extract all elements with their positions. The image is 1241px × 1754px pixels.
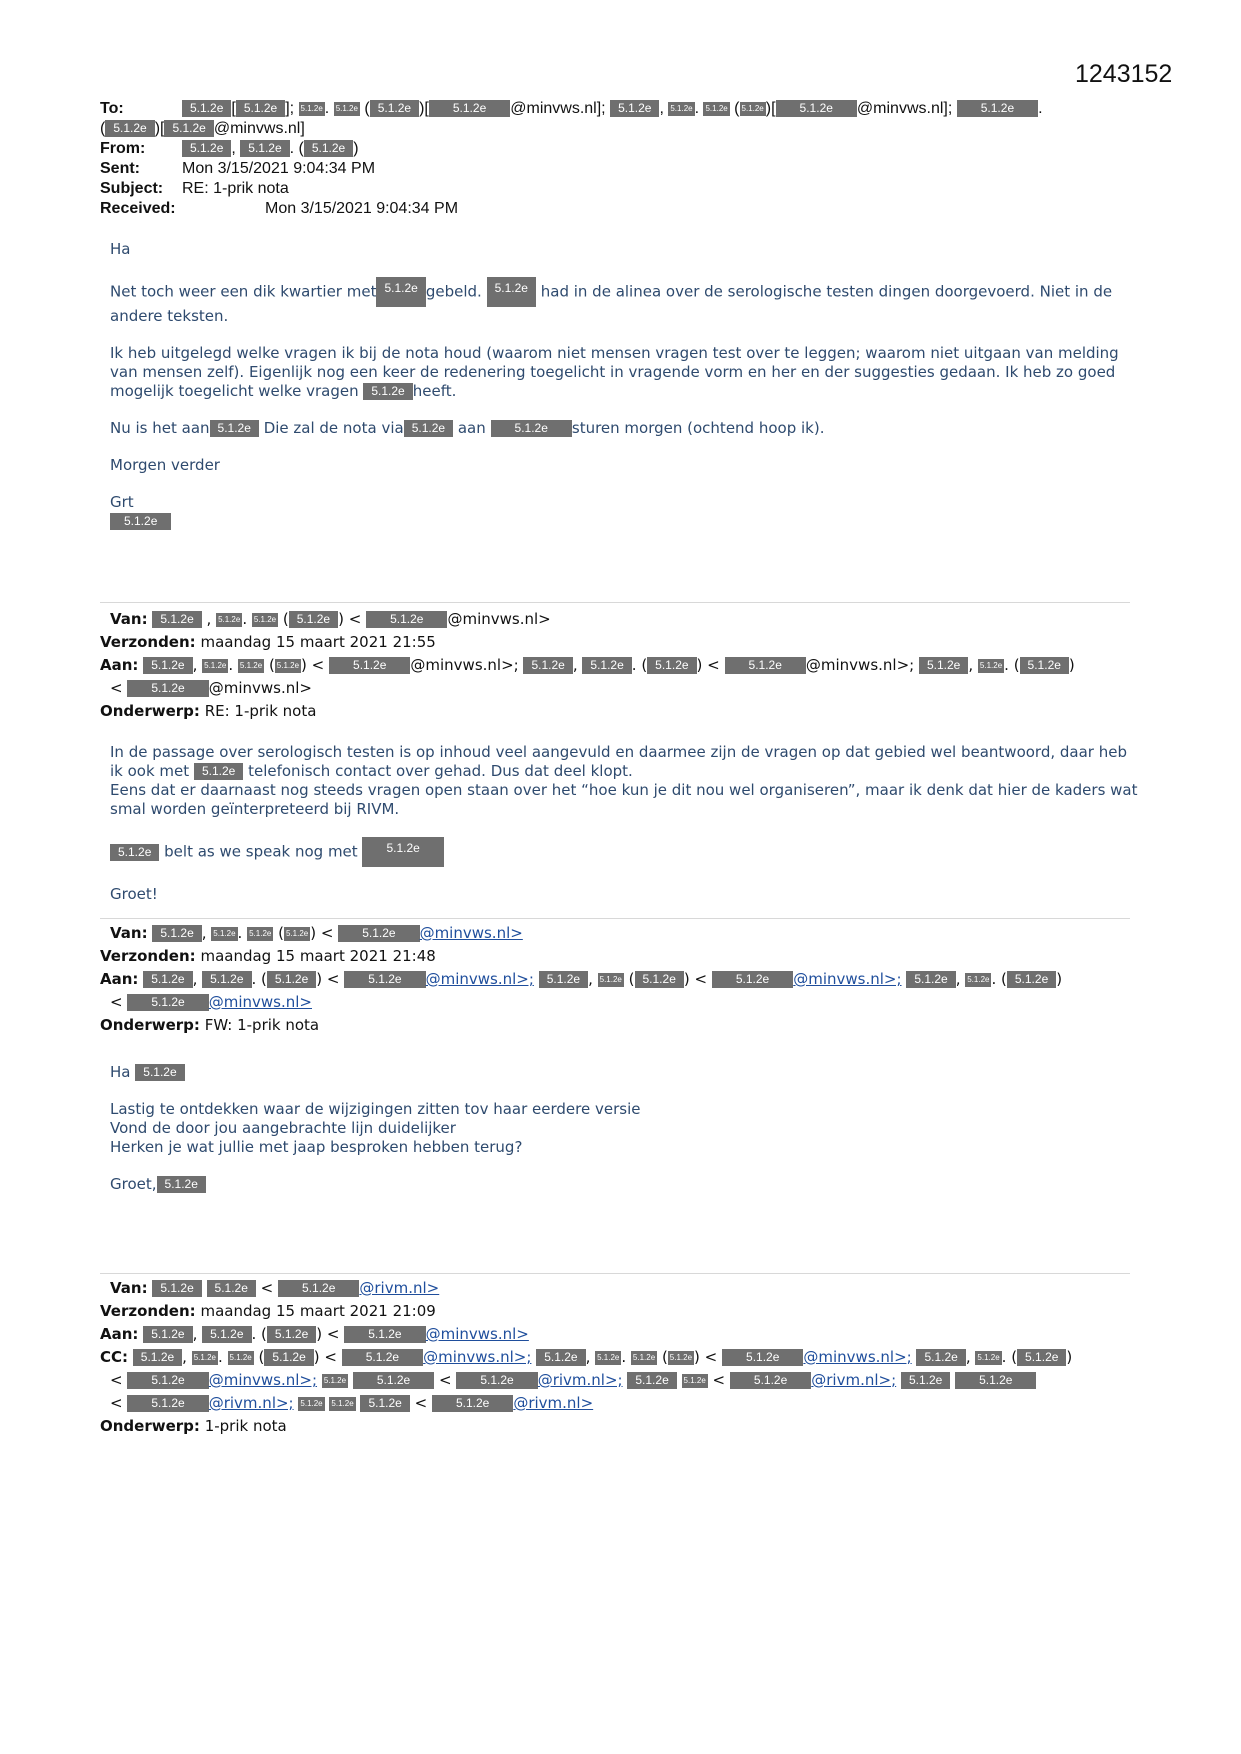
redaction: 5.1.2e xyxy=(916,1349,965,1366)
redaction: 5.1.2e xyxy=(267,971,316,988)
email-link[interactable]: @minvws.nl> xyxy=(425,1325,529,1343)
email-link[interactable]: @minvws.nl> xyxy=(208,993,312,1011)
redaction: 5.1.2e xyxy=(202,1326,251,1343)
redaction: 5.1.2e xyxy=(955,1372,1036,1389)
minvws-domain: @minvws.nl] xyxy=(213,120,305,137)
redaction: 5.1.2e xyxy=(182,100,231,117)
separator xyxy=(100,1273,1130,1274)
email-link[interactable]: @minvws.nl>; xyxy=(803,1348,912,1366)
received-label: Received: xyxy=(100,200,176,217)
redaction: 5.1.2e xyxy=(135,1064,184,1081)
redaction: 5.1.2e xyxy=(487,277,536,307)
sent-label: Sent: xyxy=(100,160,140,177)
redaction: 5.1.2e xyxy=(376,277,425,307)
redaction: 5.1.2e xyxy=(247,927,273,941)
message-3-header: Van: 5.1.2e , 5.1.2e . 5.1.2e ( 5.1.2e ) < 5.1.2e @minvws.nl> Verzonden: maandag 15 maart 2021 21:48 Aan: 5.1.2e , 5.1.2e . ( 5.1.2e ) < 5.1.2e @minvws.nl>; 5.1.2e , 5.1.2e ( 5.1.2e ) < 5.1.2e @minvws.nl>; 5.1.2e , 5.1.2e . ( 5.1.2e ) < 5.1.2e @minvws.nl> Onderwerp: FW: 1-prik nota xyxy=(100,924,1063,1034)
redaction: 5.1.2e xyxy=(366,611,447,628)
paragraph: In de passage over serologisch testen is op inhoud veel aangevuld en daarmee zijn de vragen op dat gebied wel beantwoord, daar heb ik ook met 5.1.2e telefonisch contact over gehad. Dus dat deel klopt. Eens dat er daarnaast nog steeds vragen open staan over het “hoe kun je dit nou wel organiseren”, maar ik denk dat hier de kaders wat smal worden geïnterpreteerd bij RIVM. xyxy=(110,743,1138,818)
redaction: 5.1.2e xyxy=(1007,971,1056,988)
redaction: 5.1.2e xyxy=(127,1372,208,1389)
subject-line xyxy=(100,179,1150,199)
redaction: 5.1.2e xyxy=(210,420,259,437)
redaction: 5.1.2e xyxy=(539,971,588,988)
signature: Groet, 5.1.2e xyxy=(110,1175,1140,1194)
redaction: 5.1.2e xyxy=(143,657,192,674)
redaction: 5.1.2e xyxy=(216,613,242,627)
to-label: To: xyxy=(100,100,124,117)
redaction: 5.1.2e xyxy=(730,1372,811,1389)
minvws-domain: @minvws.nl]; xyxy=(510,100,606,117)
email-link[interactable]: @minvws.nl>; xyxy=(425,970,534,988)
paragraph: Lastig te ontdekken waar de wijzigingen zitten tov haar eerdere versie Vond de door jou aangebrachte lijn duidelijker Herken je wat jullie met jaap besproken hebben terug? xyxy=(110,1100,641,1156)
redaction: 5.1.2e xyxy=(298,1397,324,1411)
signature: Grt 5.1.2e xyxy=(110,493,1140,531)
greeting: Ha xyxy=(110,240,131,258)
redaction: 5.1.2e xyxy=(975,1351,1001,1365)
minvws-domain: @minvws.nl]; xyxy=(856,100,953,117)
email-link[interactable]: @rivm.nl>; xyxy=(208,1394,294,1412)
redaction: 5.1.2e xyxy=(342,1349,423,1366)
redaction: 5.1.2e xyxy=(105,120,154,137)
redaction: 5.1.2e xyxy=(740,102,766,116)
redaction: 5.1.2e xyxy=(536,1349,585,1366)
message-3-body xyxy=(110,1063,1140,1212)
redaction: 5.1.2e xyxy=(275,659,301,673)
redaction: 5.1.2e xyxy=(299,102,325,116)
redaction: 5.1.2e xyxy=(668,102,694,116)
redaction: 5.1.2e xyxy=(329,1397,355,1411)
redaction: 5.1.2e xyxy=(595,1351,621,1365)
redaction: 5.1.2e xyxy=(238,659,264,673)
redaction: 5.1.2e xyxy=(143,971,192,988)
email-link[interactable]: @rivm.nl> xyxy=(513,1394,594,1412)
redaction: 5.1.2e xyxy=(304,140,353,157)
redaction: 5.1.2e xyxy=(192,1351,218,1365)
subject-label: Subject: xyxy=(100,180,164,197)
redaction: 5.1.2e xyxy=(362,837,443,867)
redaction: 5.1.2e xyxy=(635,971,684,988)
redaction: 5.1.2e xyxy=(329,657,410,674)
message-2-header: Van: 5.1.2e , 5.1.2e . 5.1.2e ( 5.1.2e ) < 5.1.2e @minvws.nl> Verzonden: maandag 15 maart 2021 21:55 Aan: 5.1.2e , 5.1.2e . 5.1.2e ( 5.1.2e ) < 5.1.2e @minvws.nl>; 5.1.2e , 5.1.2e . ( 5.1.2e ) < 5.1.2e @minvws.nl>; 5.1.2e , 5.1.2e . ( 5.1.2e ) < 5.1.2e @minvws.nl> Onderwerp: RE: 1-prik nota xyxy=(100,610,1075,720)
redaction: 5.1.2e xyxy=(334,102,360,116)
redaction: 5.1.2e xyxy=(152,611,201,628)
redaction: 5.1.2e xyxy=(127,680,208,697)
redaction: 5.1.2e xyxy=(240,140,289,157)
received-value: Mon 3/15/2021 9:04:34 PM xyxy=(265,200,459,217)
redaction: 5.1.2e xyxy=(284,927,310,941)
redaction: 5.1.2e xyxy=(194,763,243,780)
redaction: 5.1.2e xyxy=(164,120,213,137)
redaction: 5.1.2e xyxy=(725,657,806,674)
redaction: 5.1.2e xyxy=(344,1326,425,1343)
from-line: From: 5.1.2e , 5.1.2e . ( 5.1.2e ) xyxy=(100,140,359,157)
email-link[interactable]: @rivm.nl> xyxy=(359,1279,440,1297)
redaction: 5.1.2e xyxy=(429,100,510,117)
email-header xyxy=(100,99,1150,219)
document-number: 1243152 xyxy=(1075,60,1173,88)
redaction: 5.1.2e xyxy=(278,1280,359,1297)
redaction: 5.1.2e xyxy=(202,971,251,988)
message-4-header: Van: 5.1.2e 5.1.2e < 5.1.2e @rivm.nl> Verzonden: maandag 15 maart 2021 21:09 Aan: 5.1.2e , 5.1.2e . ( 5.1.2e ) < 5.1.2e @minvws.nl> CC: 5.1.2e , 5.1.2e . 5.1.2e ( 5.1.2e ) < 5.1.2e @minvws.nl>; 5.1.2e , 5.1.2e . 5.1.2e ( 5.1.2e ) < 5.1.2e @minvws.nl>; 5.1.2e , 5.1.2e . ( 5.1.2e ) < 5.1.2e @minvws.nl>; 5.1.2e 5.1.2e < 5.1.2e @rivm.nl>; 5.1.2e 5.1.2e < 5.1.2e @rivm.nl>; 5.1.2e 5.1.2e < 5.1.2e @rivm.nl>; 5.1.2e 5.1.2e 5.1.2e < 5.1.2e @rivm.nl> Onderwerp: 1-prik nota xyxy=(100,1279,1073,1435)
redaction: 5.1.2e xyxy=(523,657,572,674)
redaction: 5.1.2e xyxy=(776,100,857,117)
redaction: 5.1.2e xyxy=(363,383,412,400)
sent-value: Mon 3/15/2021 9:04:34 PM xyxy=(182,160,376,177)
separator xyxy=(100,602,1130,603)
redaction: 5.1.2e xyxy=(456,1372,537,1389)
paragraph: Nu is het aan 5.1.2e Die zal de nota via 5.1.2e aan 5.1.2e sturen morgen (ochtend hoop ik). xyxy=(110,419,825,437)
redaction: 5.1.2e xyxy=(965,973,991,987)
from-label: From: xyxy=(100,140,146,157)
redaction: 5.1.2e xyxy=(627,1372,676,1389)
redaction: 5.1.2e xyxy=(110,844,159,861)
paragraph: Net toch weer een dik kwartier met 5.1.2e gebeld. 5.1.2e had in de alinea over de serologische testen dingen doorgevoerd. Niet in de andere teksten. xyxy=(110,277,1140,326)
message-2-body xyxy=(110,743,1140,922)
redaction: 5.1.2e xyxy=(322,1374,348,1388)
redaction: 5.1.2e xyxy=(289,611,338,628)
sent-line xyxy=(100,159,1150,179)
redaction: 5.1.2e xyxy=(152,925,201,942)
paragraph: Groet! xyxy=(110,885,158,903)
redaction: 5.1.2e xyxy=(957,100,1038,117)
redaction: 5.1.2e xyxy=(370,100,419,117)
redaction: 5.1.2e xyxy=(404,420,453,437)
redaction: 5.1.2e xyxy=(682,1374,708,1388)
to-line: To: 5.1.2e [ 5.1.2e ]; 5.1.2e . 5.1.2e ( 5.1.2e )[ 5.1.2e @minvws.nl]; 5.1.2e , 5.1.2e . 5.1.2e ( 5.1.2e )[ 5.1.2e @minvws.nl]; 5.1.2e . xyxy=(100,100,1043,117)
redaction: 5.1.2e xyxy=(668,1351,694,1365)
subject-value: RE: 1-prik nota xyxy=(182,180,289,197)
redaction: 5.1.2e xyxy=(722,1349,803,1366)
redaction: 5.1.2e xyxy=(353,1372,434,1389)
received-line xyxy=(100,199,1150,219)
redaction: 5.1.2e xyxy=(211,927,237,941)
redaction: 5.1.2e xyxy=(182,140,231,157)
redaction: 5.1.2e xyxy=(207,1280,256,1297)
redaction: 5.1.2e xyxy=(338,925,419,942)
redaction: 5.1.2e xyxy=(236,100,285,117)
redaction: 5.1.2e xyxy=(1017,1349,1066,1366)
email-link[interactable]: @minvws.nl>; xyxy=(423,1348,532,1366)
redaction: 5.1.2e xyxy=(703,102,729,116)
redaction: 5.1.2e xyxy=(432,1395,513,1412)
redaction: 5.1.2e xyxy=(110,513,171,530)
email-link[interactable]: @rivm.nl>; xyxy=(537,1371,623,1389)
redaction: 5.1.2e xyxy=(228,1351,254,1365)
redaction: 5.1.2e xyxy=(491,420,572,437)
to-line-cont: ( 5.1.2e )[ 5.1.2e @minvws.nl] xyxy=(100,120,305,137)
redaction: 5.1.2e xyxy=(252,613,278,627)
redaction: 5.1.2e xyxy=(267,1326,316,1343)
redaction: 5.1.2e xyxy=(647,657,696,674)
redaction: 5.1.2e xyxy=(157,1176,206,1193)
paragraph: Morgen verder xyxy=(110,456,220,474)
redaction: 5.1.2e xyxy=(127,1395,208,1412)
redaction: 5.1.2e xyxy=(978,659,1004,673)
paragraph: Ik heb uitgelegd welke vragen ik bij de nota houd (waarom niet mensen vragen test over te leggen; waarom niet uitgaan van melding van mensen zelf). Eigenlijk nog een keer de redenering toegelicht in vragende vorm en her en der suggesties gedaan. Ik heb zo goed mogelijk toegelicht welke vragen 5.1.2e heeft. xyxy=(110,344,1119,400)
redaction: 5.1.2e xyxy=(202,659,228,673)
redaction: 5.1.2e xyxy=(143,1326,192,1343)
redaction: 5.1.2e xyxy=(582,657,631,674)
redaction: 5.1.2e xyxy=(127,994,208,1011)
redaction: 5.1.2e xyxy=(152,1280,201,1297)
message-1-body xyxy=(110,240,1140,531)
email-link[interactable]: @minvws.nl>; xyxy=(208,1371,318,1389)
redaction: 5.1.2e xyxy=(631,1351,657,1365)
redaction: 5.1.2e xyxy=(901,1372,950,1389)
email-link[interactable]: @rivm.nl>; xyxy=(811,1371,897,1389)
paragraph: 5.1.2e belt as we speak nog met 5.1.2e xyxy=(110,837,1140,867)
redaction: 5.1.2e xyxy=(133,1349,182,1366)
greeting: Ha 5.1.2e xyxy=(110,1063,1140,1082)
redaction: 5.1.2e xyxy=(344,971,425,988)
redaction: 5.1.2e xyxy=(1020,657,1069,674)
redaction: 5.1.2e xyxy=(598,973,624,987)
redaction: 5.1.2e xyxy=(360,1395,409,1412)
redaction: 5.1.2e xyxy=(712,971,793,988)
redaction: 5.1.2e xyxy=(610,100,659,117)
redaction: 5.1.2e xyxy=(919,657,968,674)
redaction: 5.1.2e xyxy=(906,971,955,988)
email-link[interactable]: @minvws.nl> xyxy=(419,924,523,942)
email-link[interactable]: @minvws.nl>; xyxy=(793,970,902,988)
redaction: 5.1.2e xyxy=(264,1349,313,1366)
separator xyxy=(100,918,1130,919)
